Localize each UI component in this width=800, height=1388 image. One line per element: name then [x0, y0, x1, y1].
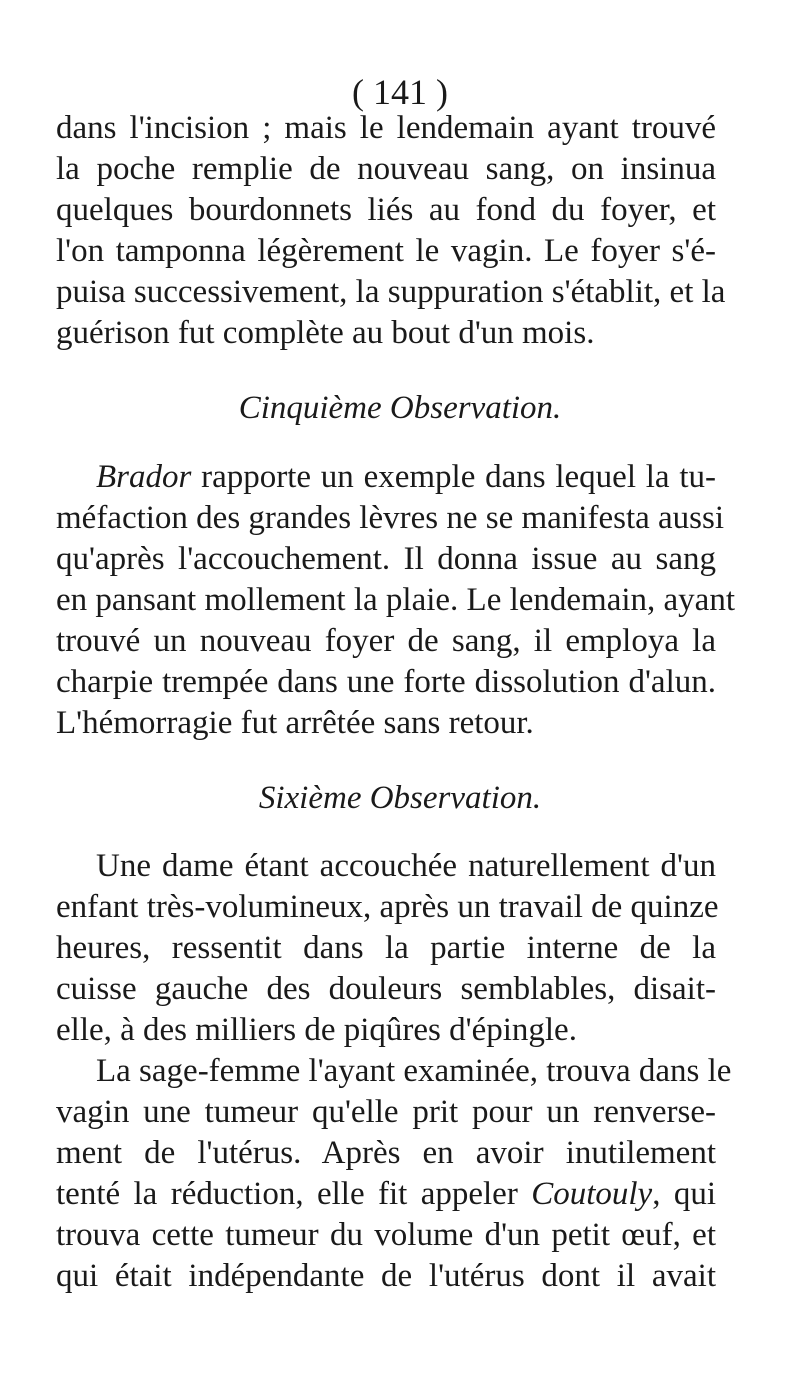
text-span: rapporte un exemple dans lequel la tu- [191, 459, 716, 495]
text-span: , qui [652, 1176, 717, 1212]
text-line: en pansant mollement la plaie. Le lendemain, ayant [56, 582, 735, 618]
text-line: quelques bourdonnets liés au fond du foyer, et [56, 192, 716, 228]
text-line: trouvé un nouveau foyer de sang, il employa la [56, 623, 716, 659]
text-line: heures, ressentit dans la partie interne de la [56, 930, 716, 966]
text-line [96, 457, 716, 497]
text-line: la poche remplie de nouveau sang, on insinua [56, 151, 716, 187]
text-span: tenté la réduction, elle fit appeler [56, 1176, 532, 1212]
section-heading-sixth-observation: Sixième Observation. [258, 780, 542, 816]
text-line: ment de l'utérus. Après en avoir inutilement [56, 1135, 716, 1171]
text-line: elle, à des milliers de piqûres d'épingle. [56, 1012, 577, 1048]
text-line: dans l'incision ; mais le lendemain ayant trouvé [56, 110, 716, 146]
text-line: L'hémorragie fut arrêtée sans retour. [56, 705, 534, 741]
text-line: Une dame étant accouchée naturellement d'un [96, 848, 716, 884]
page-number: ( 141 ) [352, 72, 448, 112]
text-line: cuisse gauche des douleurs semblables, disait- [56, 971, 716, 1007]
author-name-brador: Brador [96, 459, 192, 495]
text-line: l'on tamponna légèrement le vagin. Le foyer s'é- [56, 233, 716, 269]
text-line: qui était indépendante de l'utérus dont il avait [56, 1258, 716, 1294]
text-line: méfaction des grandes lèvres ne se manifesta aussi [56, 500, 725, 536]
text-line: guérison fut complète au bout d'un mois. [56, 315, 595, 351]
text-line: enfant très-volumineux, après un travail de quinze [56, 889, 719, 925]
author-name-coutouly: Coutouly [531, 1176, 653, 1212]
text-line: puisa successivement, la suppuration s'établit, et la [56, 274, 726, 310]
text-line: trouva cette tumeur du volume d'un petit œuf, et [56, 1217, 716, 1253]
text-line: vagin une tumeur qu'elle prit pour un renverse- [56, 1094, 716, 1130]
text-line: qu'après l'accouchement. Il donna issue au sang [56, 541, 716, 577]
text-line [56, 1174, 716, 1214]
section-heading-fifth-observation: Cinquième Observation. [238, 390, 562, 426]
text-line: charpie trempée dans une forte dissolution d'alun. [56, 664, 716, 700]
text-line: La sage-femme l'ayant examinée, trouva dans le [96, 1053, 732, 1089]
